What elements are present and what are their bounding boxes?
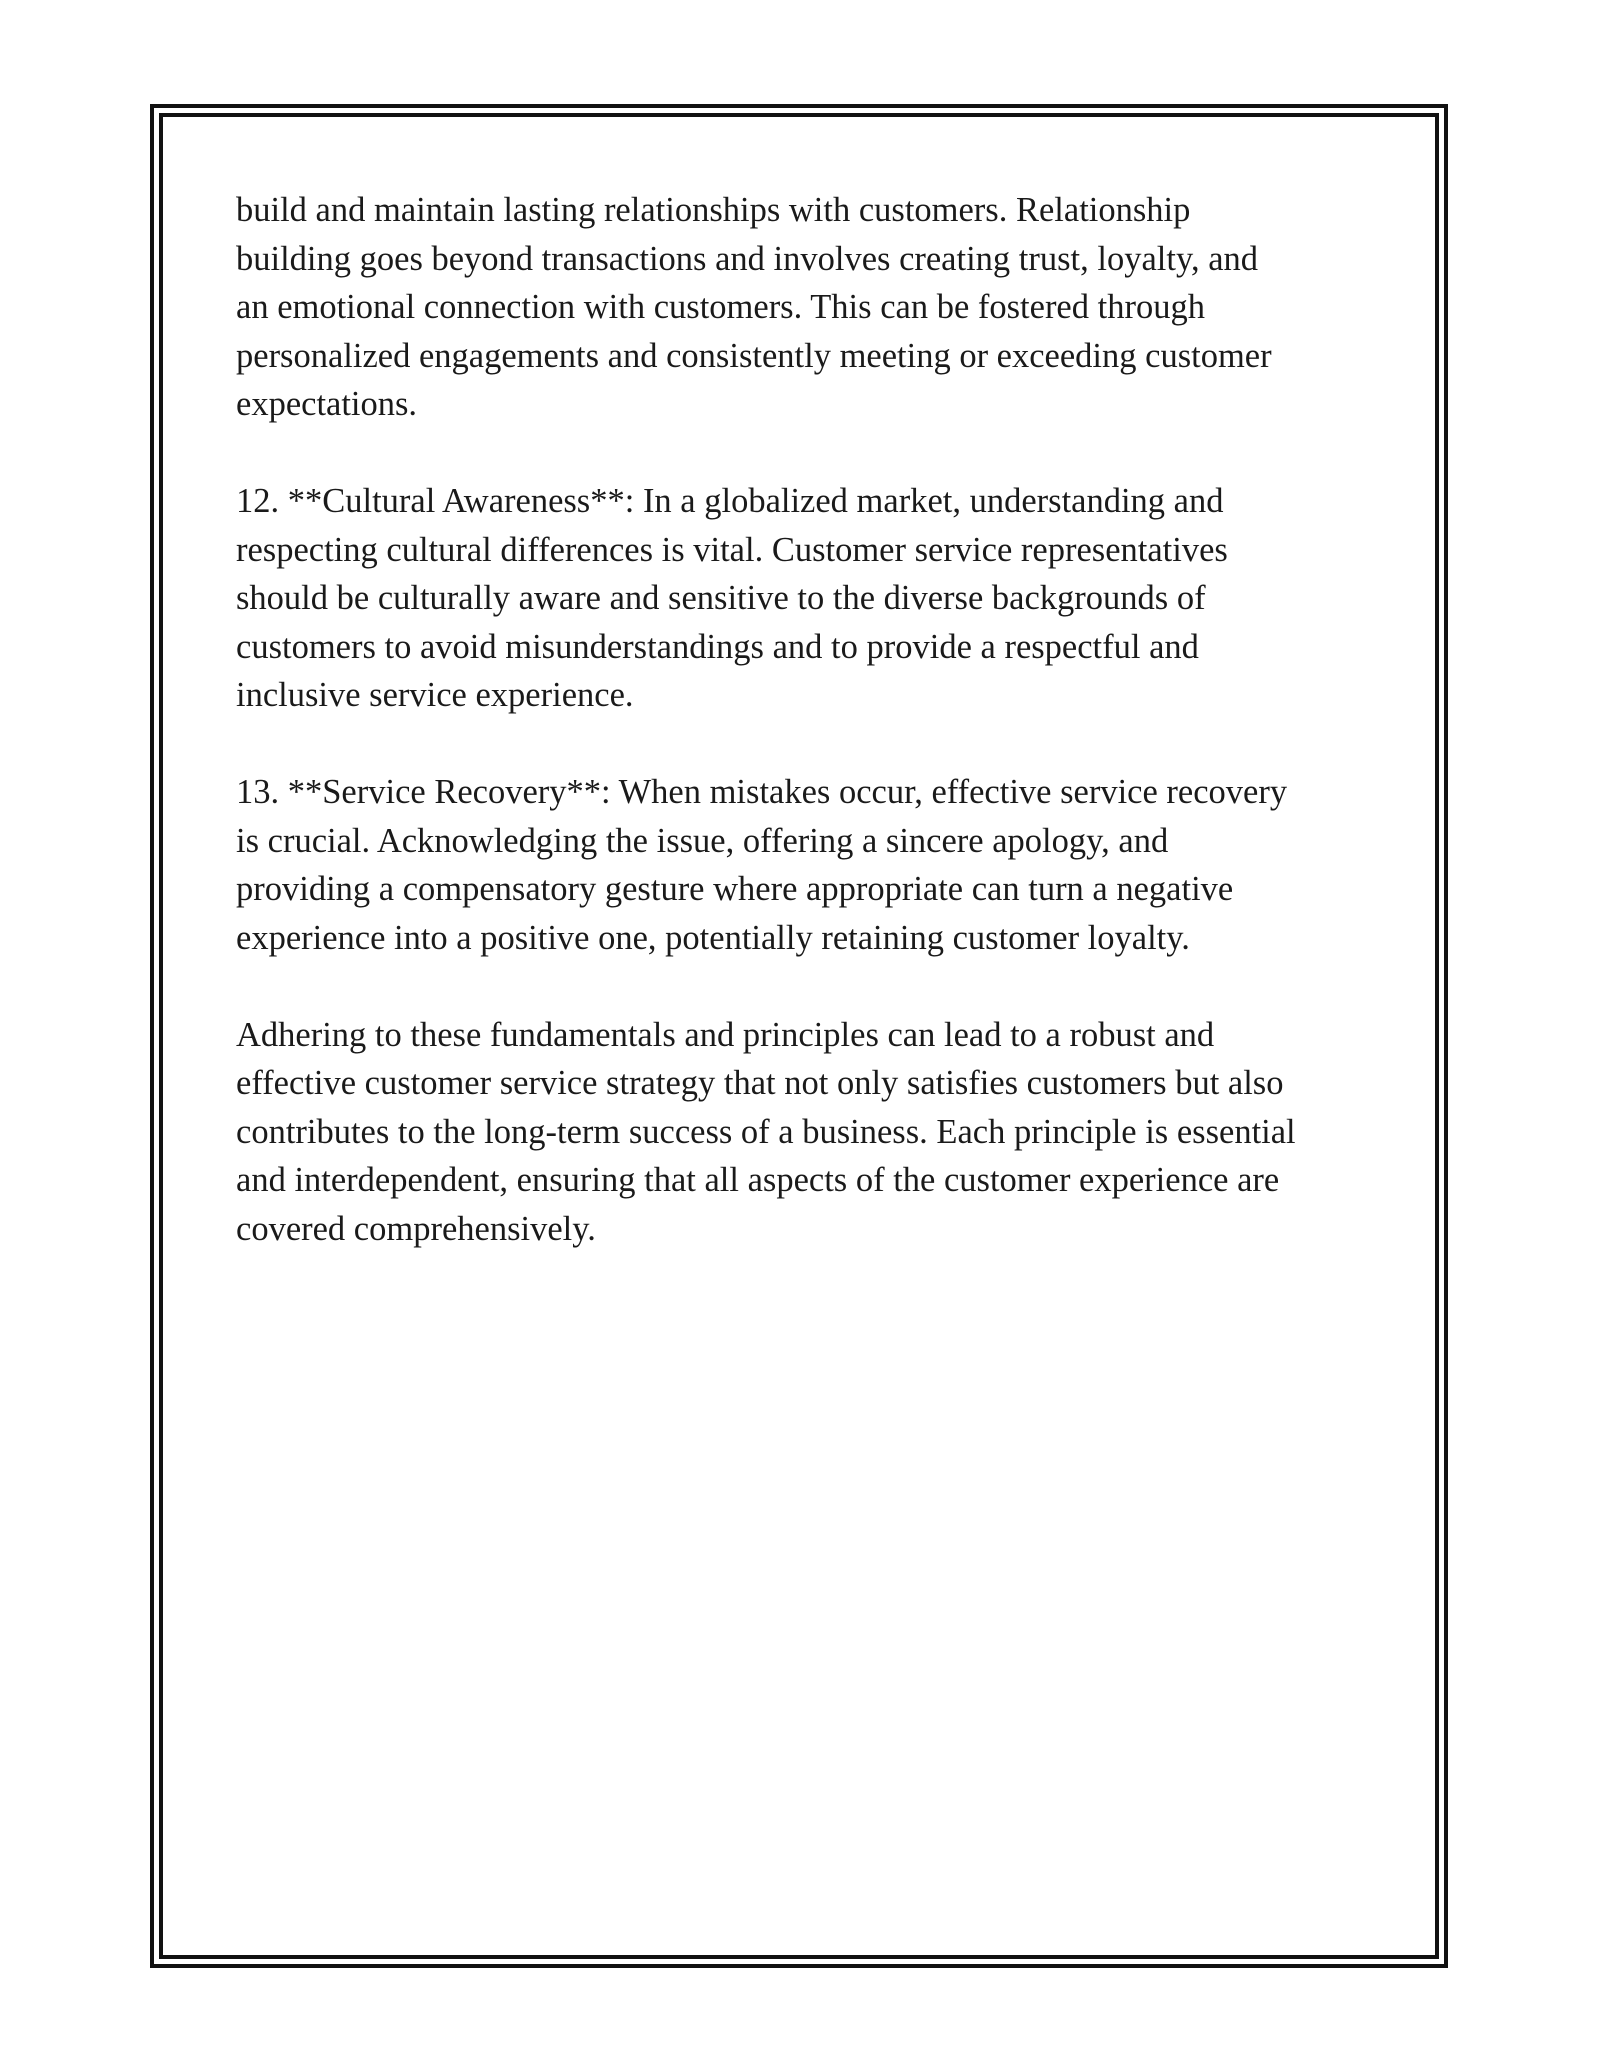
body-text [236,186,1386,1302]
paragraph-service-recovery: 13. **Service Recovery**: When mistakes occur, effective service recovery is crucial. Acknowledging the issue, offering a sincere apology, and providing a compensatory gesture where appropriate can turn a negative experience into a positive one, potentially retaining customer loyalty. [236,773,1288,957]
paragraph-conclusion: Adhering to these fundamentals and principles can lead to a robust and effective customer service strategy that not only satisfies customers but also contributes to the long-term success of a business. Each principle is essential and interdependent, ensuring that all aspects of the customer experience are covered comprehensively. [236,1015,1296,1248]
paragraph-relationship-building: build and maintain lasting relationships with customers. Relationship building goes beyond transactions and involves creating trust, loyalty, and an emotional connection with customers. This can be fostered through personalized engagements and consistently meeting or exceeding customer expectations. [236,191,1272,423]
paragraph-cultural-awareness: 12. **Cultural Awareness**: In a globalized market, understanding and respecting cultural differences is vital. Customer service representatives should be culturally aware and sensitive to the diverse backgrounds of customers to avoid misunderstandings and to provide a respectful and inclusive service experience. [236,482,1228,714]
